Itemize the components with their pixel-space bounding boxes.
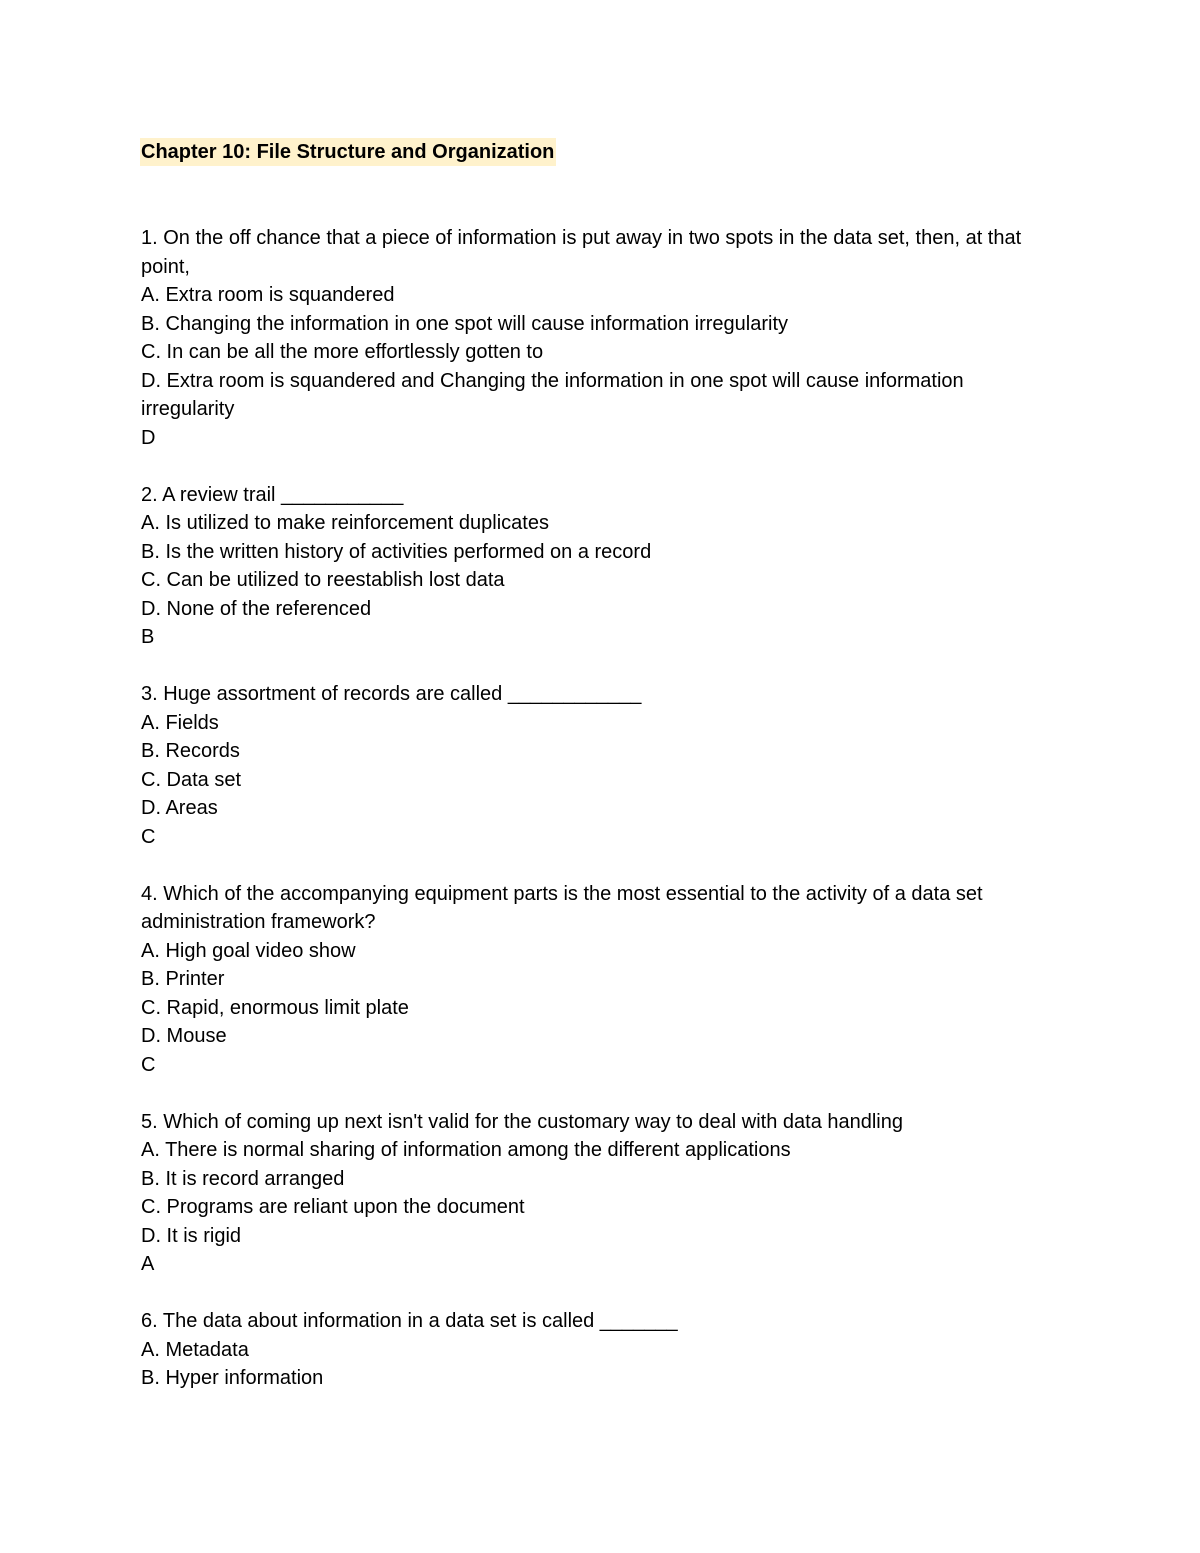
question-5 <box>141 1108 1061 1279</box>
chapter-title: Chapter 10: File Structure and Organization <box>140 138 556 166</box>
option-b: B. Changing the information in one spot will cause information irregularity <box>141 312 789 335</box>
question-text: 3. Huge assortment of records are called ____________ <box>141 683 642 705</box>
title-spacer <box>141 166 1061 224</box>
question-spacer <box>141 652 1061 681</box>
option-b: B. Hyper information <box>141 1367 324 1389</box>
option-b: B. Is the written history of activities performed on a record <box>141 540 652 563</box>
answer: D <box>141 426 156 449</box>
option-d: D. Mouse <box>141 1025 227 1047</box>
option-b: B. Printer <box>141 968 225 990</box>
question-spacer <box>141 1279 1061 1308</box>
answer: B <box>141 626 155 648</box>
option-c: C. In can be all the more effortlessly gotten to <box>141 341 544 363</box>
option-d: D. Extra room is squandered and Changing the information in one spot will cause information irregularity <box>141 369 964 420</box>
question-spacer <box>141 851 1061 880</box>
option-c: C. Can be utilized to reestablish lost data <box>141 569 505 591</box>
question-6 <box>141 1307 1061 1393</box>
question-spacer <box>141 452 1061 481</box>
answer: C <box>141 825 156 848</box>
question-text: 2. A review trail ___________ <box>141 483 404 506</box>
option-b: B. It is record arranged <box>141 1167 345 1190</box>
option-d: D. None of the referenced <box>141 597 372 620</box>
question-1 <box>141 224 1061 452</box>
question-3 <box>141 680 1061 851</box>
answer: A <box>141 1253 155 1275</box>
answer: C <box>141 1053 156 1076</box>
option-c: C. Rapid, enormous limit plate <box>141 996 409 1019</box>
question-text: 4. Which of the accompanying equipment parts is the most essential to the activity of a data set administration framework? <box>141 882 983 933</box>
question-text: 6. The data about information in a data set is called _______ <box>141 1310 678 1332</box>
option-a: A. Is utilized to make reinforcement duplicates <box>141 512 549 534</box>
option-a: A. Metadata <box>141 1338 249 1361</box>
question-text: 5. Which of coming up next isn't valid for the customary way to deal with data handling <box>141 1110 903 1133</box>
option-b: B. Records <box>141 740 240 762</box>
question-spacer <box>141 1079 1061 1108</box>
option-a: A. Extra room is squandered <box>141 284 395 306</box>
question-2 <box>141 481 1061 652</box>
option-d: D. Areas <box>141 797 218 819</box>
option-c: C. Data set <box>141 768 242 791</box>
question-4 <box>141 880 1061 1080</box>
option-a: A. There is normal sharing of information among the different applications <box>141 1139 791 1161</box>
option-a: A. High goal video show <box>141 939 356 962</box>
option-a: A. Fields <box>141 711 219 734</box>
question-text: 1. On the off chance that a piece of information is put away in two spots in the data set, then, at that point, <box>141 227 1022 278</box>
option-c: C. Programs are reliant upon the document <box>141 1196 525 1218</box>
option-d: D. It is rigid <box>141 1224 242 1247</box>
document-page <box>141 138 1061 1393</box>
